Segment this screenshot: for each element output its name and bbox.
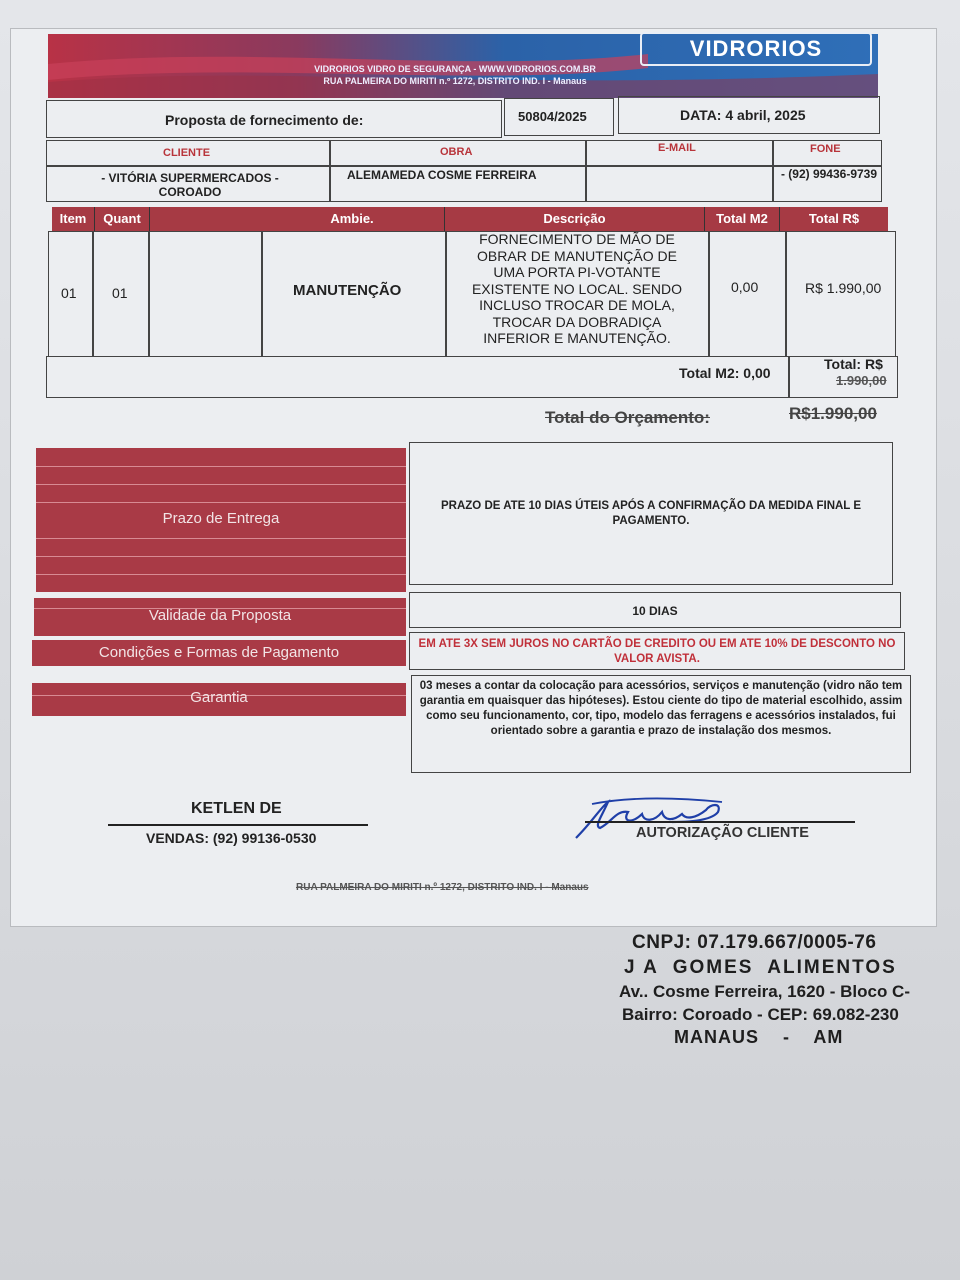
client-obra: ALEMAMEDA COSME FERREIRA: [347, 168, 537, 182]
items-divider-5: [708, 231, 710, 357]
seller-phone: VENDAS: (92) 99136-0530: [146, 830, 317, 846]
client-row-divider: [46, 165, 882, 167]
header-line-2: RUA PALMEIRA DO MIRITI n.º 1272, DISTRITO IND. I - Manaus: [323, 76, 587, 86]
client-divider-2: [585, 140, 587, 202]
th-ambiente: Ambie.: [150, 207, 445, 231]
th-total-rs: Total R$: [780, 207, 888, 231]
stamp-city: MANAUS - AM: [674, 1027, 844, 1047]
row-total-rs: R$ 1.990,00: [805, 280, 882, 296]
client-name: - VITÓRIA SUPERMERCADOS - COROADO: [101, 171, 279, 199]
total-orcamento-label: Total do Orçamento:: [545, 408, 710, 427]
seller-signature-line: [108, 824, 368, 826]
stamp-address-1: Av.. Cosme Ferreira, 1620 - Bloco C-: [619, 982, 910, 1001]
descricao-line-3: UMA PORTA PI-VOTANTE: [493, 264, 661, 280]
descricao-line-2: OBRAR DE MANUTENÇÃO DE: [477, 247, 677, 264]
th-total-m2: Total M2: [705, 207, 780, 231]
row-ambiente: MANUTENÇÃO: [293, 282, 402, 299]
items-divider-2: [148, 231, 150, 357]
th-descricao: Descrição: [445, 207, 705, 231]
garantia-value: 03 meses a contar da colocação para acessórios, serviços e manutenção (vidro não tem garantia em quaisquer das hipóteses). Estou ciente do tipo de material escolhido, assim como seu funcionamento, cor, tipo, modelo das ferragens e acessórios instalados, fui orientado sobre a garantia e prazo de instalação dos mesmos.: [419, 680, 903, 737]
proposal-number: 50804/2025: [518, 109, 587, 124]
proposal-date: DATA: 4 abril, 2025: [680, 107, 806, 123]
client-divider-3: [772, 140, 774, 202]
garantia-label: Garantia: [190, 689, 248, 706]
pagamento-box: [32, 640, 406, 666]
client-divider-1: [329, 140, 331, 202]
header-cliente: CLIENTE: [163, 147, 211, 159]
th-item: Item: [52, 207, 95, 231]
garantia-box: [32, 683, 406, 716]
row-descricao: [452, 231, 702, 347]
items-divider-6: [785, 231, 787, 357]
company-logo: VIDRORIOS: [640, 32, 872, 66]
prazo-entrega-box: [36, 448, 406, 592]
pagamento-value: EM ATE 3X SEM JUROS NO CARTÃO DE CREDITO OU EM ATE 10% DE DESCONTO NO VALOR AVISTA.: [418, 638, 896, 665]
seller-name: KETLEN DE: [191, 800, 282, 817]
client-signature-line: [585, 821, 855, 823]
header-line-1: VIDRORIOS VIDRO DE SEGURANÇA - WWW.VIDRORIOS.COM.BR: [314, 64, 596, 74]
items-divider-3: [261, 231, 263, 357]
client-authorization: AUTORIZAÇÃO CLIENTE: [636, 825, 809, 841]
stamp-company: J A GOMES ALIMENTOS: [624, 957, 897, 978]
total-rs-value: 1.990,00: [836, 373, 887, 388]
validade-label: Validade da Proposta: [148, 607, 292, 624]
proposal-label: Proposta de fornecimento de:: [165, 112, 364, 128]
client-phone: - (92) 99436-9739: [780, 167, 878, 181]
prazo-entrega-label: Prazo de Entrega: [162, 510, 280, 527]
totals-divider: [788, 356, 790, 398]
total-m2-label: Total M2: 0,00: [679, 365, 771, 381]
validade-value: 10 DIAS: [632, 604, 678, 618]
descricao-line-5: INCLUSO TROCAR DE MOLA,: [479, 297, 675, 313]
header-email: E-MAIL: [658, 142, 696, 154]
items-divider-4: [445, 231, 447, 357]
prazo-entrega-value: PRAZO DE ATE 10 DIAS ÚTEIS APÓS A CONFIRMAÇÃO DA MEDIDA FINAL E PAGAMENTO.: [441, 500, 861, 527]
descricao-line-4: EXISTENTE NO LOCAL. SENDO: [471, 280, 683, 297]
stamp-cnpj: CNPJ: 07.179.667/0005-76: [632, 932, 877, 953]
header-obra: OBRA: [440, 146, 473, 158]
row-quant: 01: [112, 285, 128, 301]
descricao-line-1: FORNECIMENTO DE MÃO DE: [479, 231, 675, 247]
footer-address: RUA PALMEIRA DO MIRITI n.º 1272, DISTRITO IND. I - Manaus: [296, 882, 589, 893]
row-item: 01: [61, 285, 77, 301]
th-quant: Quant: [95, 207, 150, 231]
row-total-m2: 0,00: [731, 279, 759, 295]
total-rs-label: Total: R$: [824, 356, 883, 372]
stamp-address-2: Bairro: Coroado - CEP: 69.082-230: [622, 1005, 899, 1024]
descricao-line-7: INFERIOR E MANUTENÇÃO.: [483, 330, 671, 346]
validade-box: [34, 598, 406, 636]
header-fone: FONE: [810, 143, 841, 155]
descricao-line-6: TROCAR DA DOBRADIÇA: [492, 313, 662, 330]
total-orcamento-value: R$1.990,00: [789, 404, 877, 423]
pagamento-label: Condições e Formas de Pagamento: [98, 644, 340, 661]
items-divider-1: [92, 231, 94, 357]
